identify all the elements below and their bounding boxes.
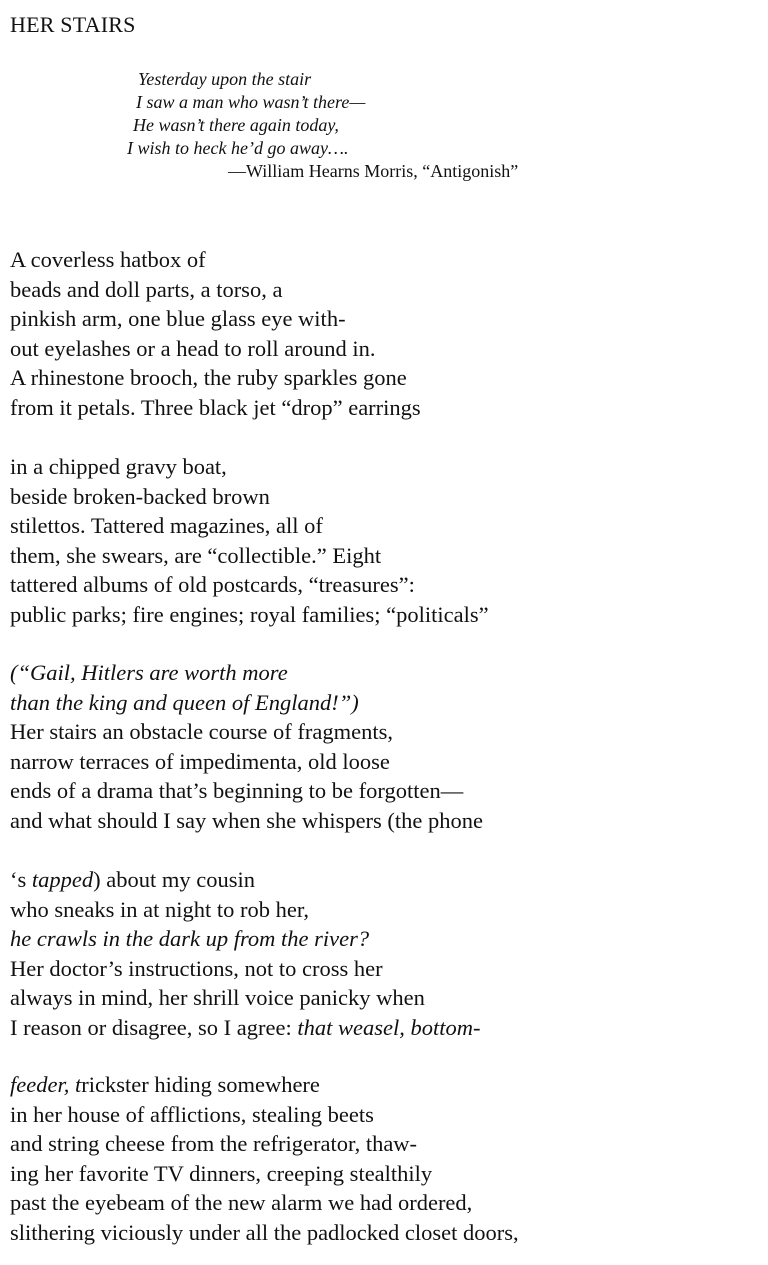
verse-line: who sneaks in at night to rob her, xyxy=(10,896,310,922)
verse-fragment: ) about my cousin xyxy=(93,867,255,892)
verse-fragment-italic: that weasel, bottom- xyxy=(297,1014,481,1040)
verse-fragment-italic: feeder, t xyxy=(10,1072,82,1097)
stanza-2 xyxy=(10,452,758,630)
verse-line: slithering viciously under all the padlocked closet doors, xyxy=(10,1219,519,1245)
verse-line: always in mind, her shrill voice panicky when xyxy=(10,985,425,1011)
verse-line: out eyelashes or a head to roll around in. xyxy=(10,335,376,361)
verse-fragment-italic: tapped xyxy=(31,867,94,892)
verse-line: ing her favorite TV dinners, creeping stealthily xyxy=(10,1160,433,1186)
verse-line: tattered albums of old postcards, “treasures”: xyxy=(10,572,415,598)
epigraph xyxy=(0,68,768,183)
verse-line: A coverless hatbox of xyxy=(10,247,206,272)
verse-line xyxy=(10,1070,758,1100)
verse-fragment: ‘s xyxy=(10,867,32,892)
stanza-4 xyxy=(10,865,758,1043)
verse-line: narrow terraces of impedimenta, old loose xyxy=(10,748,390,774)
verse-line: in her house of afflictions, stealing beets xyxy=(10,1101,374,1127)
verse-line: stilettos. Tattered magazines, all of xyxy=(10,513,323,539)
stanza-3 xyxy=(10,658,758,836)
poem-title: HER STAIRS xyxy=(10,12,136,37)
verse-line: A rhinestone brooch, the ruby sparkles gone xyxy=(10,365,407,391)
verse-line: public parks; fire engines; royal families; “politicals” xyxy=(10,601,489,627)
verse-line: and string cheese from the refrigerator, thaw- xyxy=(10,1131,418,1157)
epigraph-line: He wasn’t there again today, xyxy=(133,115,339,135)
epigraph-line: Yesterday upon the stair xyxy=(138,69,312,89)
verse-fragment: I reason or disagree, so I agree: xyxy=(10,1014,298,1040)
verse-line: pinkish arm, one blue glass eye with- xyxy=(10,306,346,332)
epigraph-line: I saw a man who wasn’t there— xyxy=(136,92,366,112)
verse-line xyxy=(10,1013,758,1043)
verse-line xyxy=(10,865,758,895)
verse-line: from it petals. Three black jet “drop” earrings xyxy=(10,394,421,420)
verse-line: beside broken-backed brown xyxy=(10,483,270,509)
stanza-5 xyxy=(10,1070,758,1248)
verse-line-italic: (“Gail, Hitlers are worth more xyxy=(10,660,288,685)
verse-line: Her doctor’s instructions, not to cross her xyxy=(10,955,383,981)
verse-line: beads and doll parts, a torso, a xyxy=(10,276,283,302)
verse-line: Her stairs an obstacle course of fragments, xyxy=(10,719,393,745)
verse-line-italic: than the king and queen of England!”) xyxy=(10,689,359,715)
verse-line: past the eyebeam of the new alarm we had ordered, xyxy=(10,1190,473,1216)
epigraph-attribution: —William Hearns Morris, “Antigonish” xyxy=(228,161,519,181)
verse-line: in a chipped gravy boat, xyxy=(10,454,227,479)
stanza-1 xyxy=(10,245,758,423)
verse-fragment: rickster hiding somewhere xyxy=(81,1072,320,1097)
verse-line-italic: he crawls in the dark up from the river? xyxy=(10,926,370,952)
verse-line: and what should I say when she whispers (the phone xyxy=(10,807,484,833)
epigraph-line: I wish to heck he’d go away…. xyxy=(127,138,349,158)
verse-line: ends of a drama that’s beginning to be forgotten— xyxy=(10,778,464,804)
verse-line: them, she swears, are “collectible.” Eight xyxy=(10,542,382,568)
